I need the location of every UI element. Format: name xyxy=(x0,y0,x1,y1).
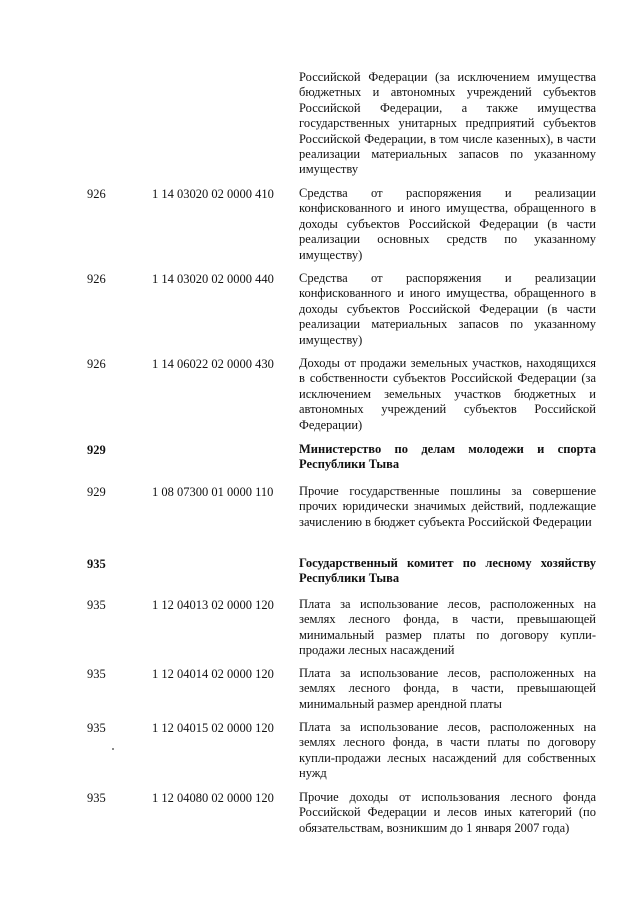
income-description: Плата за использование лесов, расположенных на землях лесного фонда, в части, превышающей минимальный размер платы по договору купли-продажи лесных насаждений xyxy=(299,597,596,658)
continuation-text: Российской Федерации (за исключением имущества бюджетных и автономных учреждений субъектов Российской Федерации, а также имущества государственных унитарных предприятий субъектов Российской Федерации, в том числе казенных), в части реализации материальных запасов по указанному имуществу xyxy=(299,70,596,177)
budget-classification-code: 1 14 03020 02 0000 440 xyxy=(152,272,274,286)
income-description: Средства от распоряжения и реализации конфискованного и иного имущества, обращенного в доходы субъектов Российской Федерации (в части реализации материальных запасов по указанному имуществу) xyxy=(299,271,596,347)
income-description: Плата за использование лесов, расположенных на землях лесного фонда, в части платы по договору купли-продажи лесных насаждений для собственных нужд xyxy=(299,720,596,781)
budget-classification-code: 1 12 04080 02 0000 120 xyxy=(152,791,274,805)
admin-code: 935 xyxy=(87,667,106,681)
budget-classification-code: 1 12 04013 02 0000 120 xyxy=(152,598,274,612)
admin-code: 935 xyxy=(87,721,106,735)
budget-classification-code: 1 12 04015 02 0000 120 xyxy=(152,721,274,735)
income-description: Доходы от продажи земельных участков, находящихся в собственности субъектов Российской Федерации (за исключением земельных участков бюджетных и автономных учреждений субъектов Российской Федерации) xyxy=(299,356,596,432)
income-description: Средства от распоряжения и реализации конфискованного и иного имущества, обращенного в доходы субъектов Российской Федерации (в части реализации основных средств по указанному имуществу) xyxy=(299,186,596,262)
budget-classification-code: 1 12 04014 02 0000 120 xyxy=(152,667,274,681)
admin-code: 929 xyxy=(87,485,106,499)
admin-code: 929 xyxy=(87,443,106,457)
scan-speck xyxy=(112,748,114,750)
income-description: Прочие доходы от использования лесного фонда Российской Федерации и лесов иных категорий (по обязательствам, возникшим до 1 января 2007 года) xyxy=(299,790,596,835)
admin-code: 926 xyxy=(87,272,106,286)
administrator-name: Министерство по делам молодежи и спорта Республики Тыва xyxy=(299,442,596,472)
budget-classification-code: 1 08 07300 01 0000 110 xyxy=(152,485,274,499)
admin-code: 935 xyxy=(87,791,106,805)
admin-code: 926 xyxy=(87,187,106,201)
admin-code: 935 xyxy=(87,557,106,571)
admin-code: 926 xyxy=(87,357,106,371)
budget-classification-code: 1 14 03020 02 0000 410 xyxy=(152,187,274,201)
budget-classification-code: 1 14 06022 02 0000 430 xyxy=(152,357,274,371)
admin-code: 935 xyxy=(87,598,106,612)
income-description: Прочие государственные пошлины за совершение прочих юридически значимых действий, подлежащие зачислению в бюджет субъекта Российской Федерации xyxy=(299,484,596,529)
income-description: Плата за использование лесов, расположенных на землях лесного фонда, в части, превышающей минимальный размер арендной платы xyxy=(299,666,596,711)
administrator-name: Государственный комитет по лесному хозяйству Республики Тыва xyxy=(299,556,596,586)
